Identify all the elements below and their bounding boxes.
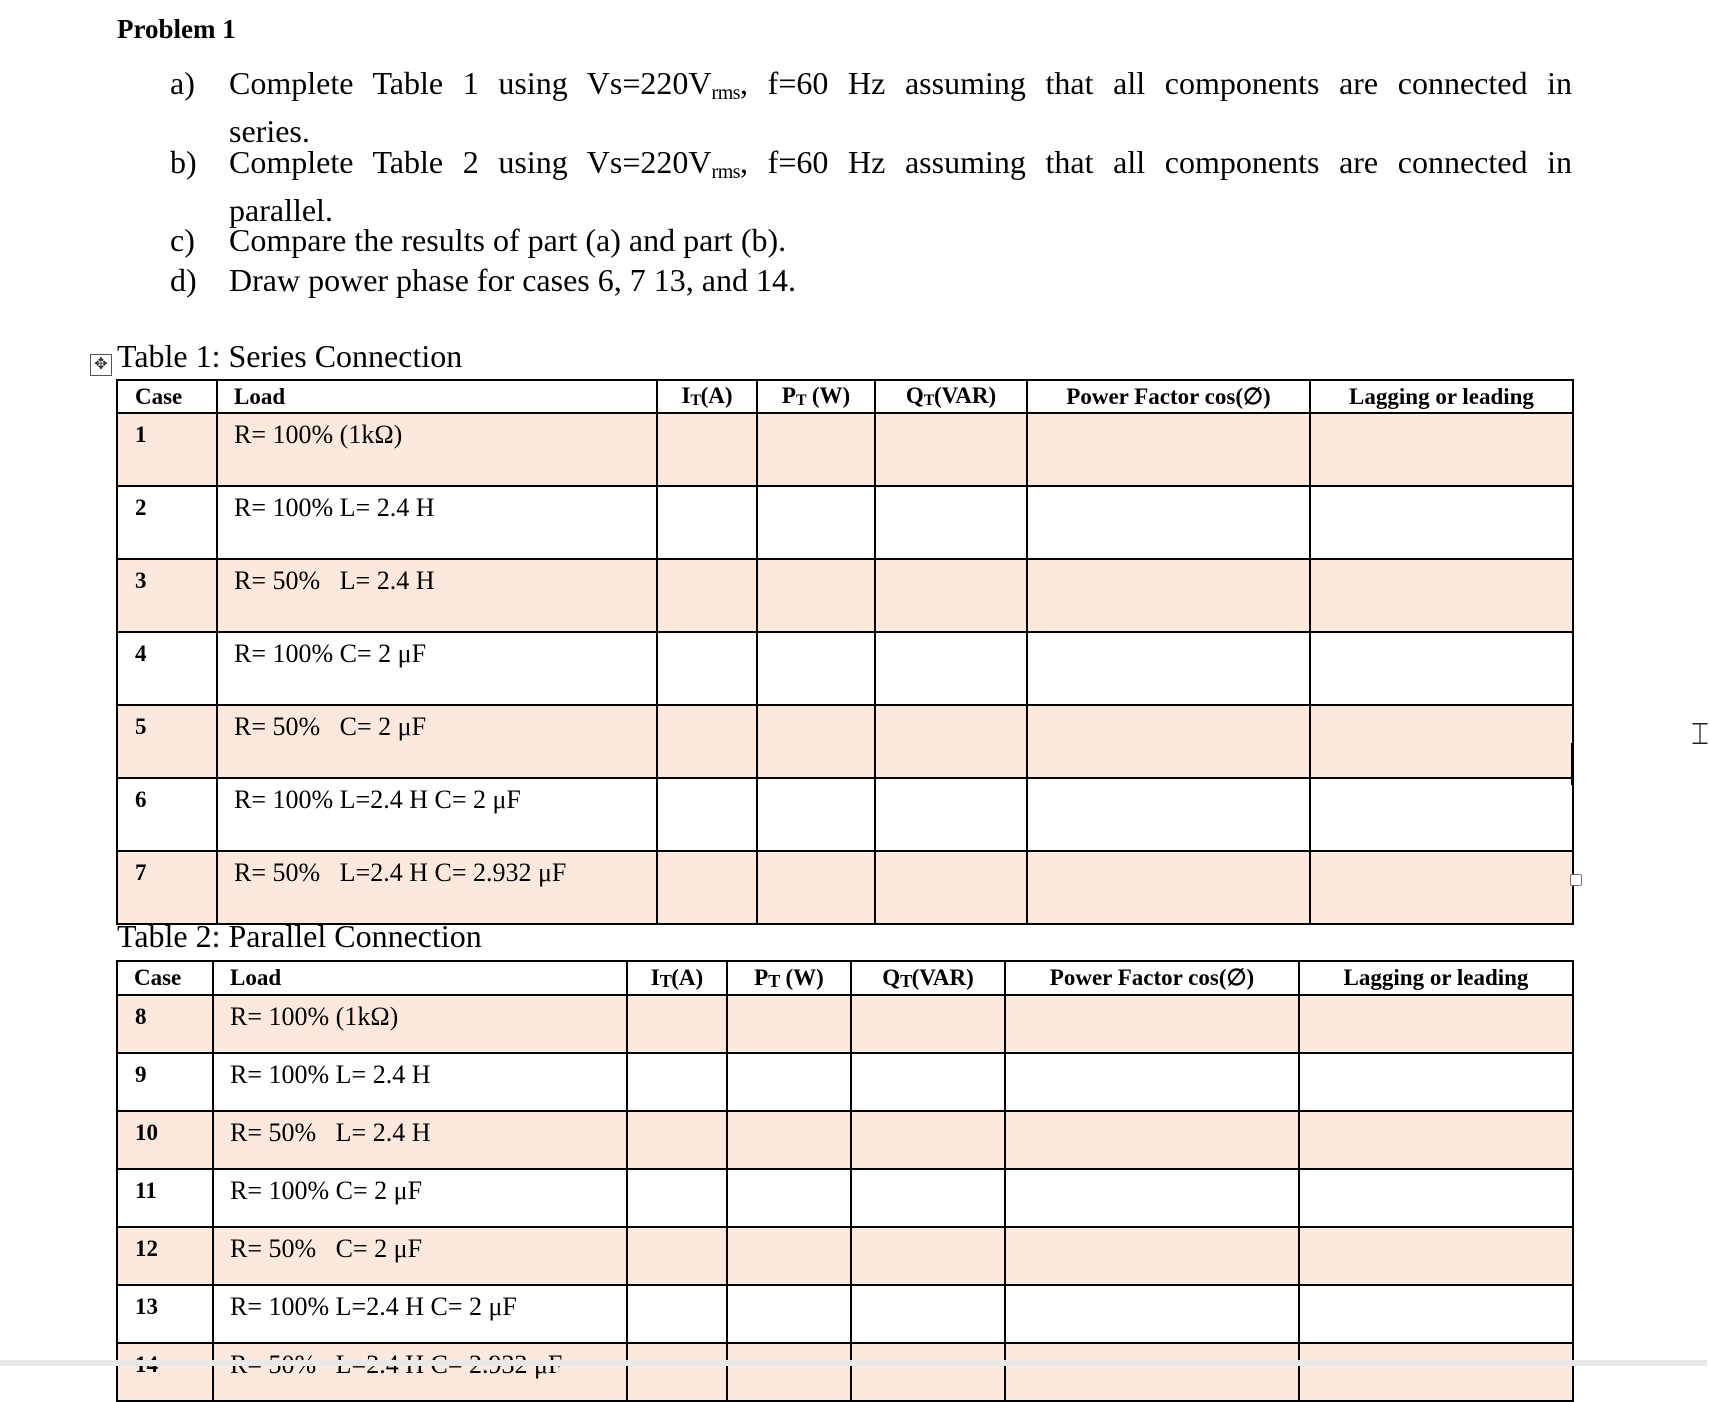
table2-parallel xyxy=(116,960,1574,1402)
question-letter: a) xyxy=(170,65,195,101)
bottom-bar xyxy=(0,1360,1707,1366)
table-row: 7 R= 50% L=2.4 H C= 2.932 μF xyxy=(117,851,1573,924)
text-cursor-icon: ⌶ xyxy=(1691,717,1709,752)
question-b: b) Complete Table 2 using $Vs=220V_{rms}$, f=60 Hz assuming that all components are connected in parallel. xyxy=(170,144,1573,228)
col-current: IT(A) xyxy=(657,380,757,413)
question-d: d) Draw power phase for cases 6, 7 13, and 14. xyxy=(170,262,796,298)
table-row: 2 R= 100% L= 2.4 H xyxy=(117,486,1573,559)
question-letter: d) xyxy=(170,262,197,298)
problem-title: Problem 1 xyxy=(117,14,236,44)
table-row: 13 R= 100% L=2.4 H C= 2 μF xyxy=(117,1285,1573,1343)
question-a: a) Complete Table 1 using $Vs=220V_{rms}$, f=60 Hz assuming that all components are connected in series. xyxy=(170,65,1573,149)
table-row: 11 R= 100% C= 2 μF xyxy=(117,1169,1573,1227)
table-resize-icon[interactable] xyxy=(1570,874,1582,886)
table-row: 4 R= 100% C= 2 μF xyxy=(117,632,1573,705)
table-header-row xyxy=(117,961,1573,995)
table-row xyxy=(117,1343,1573,1401)
col-case: Case xyxy=(117,380,217,413)
table-row: 12 R= 50% C= 2 μF xyxy=(117,1227,1573,1285)
table1-series xyxy=(116,379,1574,925)
col-lagging: Lagging or leading xyxy=(1310,380,1573,413)
col-power-factor: Power Factor cos(∅) xyxy=(1005,961,1299,995)
table-row: 6 R= 100% L=2.4 H C= 2 μF xyxy=(117,778,1573,851)
table1-caption: Table 1: Series Connection xyxy=(117,338,463,374)
table2-caption: Table 2: Parallel Connection xyxy=(117,918,482,954)
col-current: IT(A) xyxy=(627,961,727,995)
col-power: PT (W) xyxy=(727,961,851,995)
question-c: c) Compare the results of part (a) and part (b). xyxy=(170,222,787,258)
table-row: 9 R= 100% L= 2.4 H xyxy=(117,1053,1573,1111)
col-power-factor: Power Factor cos(∅) xyxy=(1027,380,1310,413)
col-case: Case xyxy=(117,961,213,995)
text-caret xyxy=(1571,743,1573,785)
table-row: 8 R= 100% (1kΩ) xyxy=(117,995,1573,1053)
table-row: 5 R= 50% C= 2 μF xyxy=(117,705,1573,778)
table-move-icon[interactable]: ✥ xyxy=(90,354,112,376)
col-reactive: QT(VAR) xyxy=(875,380,1027,413)
table-header-row xyxy=(117,380,1573,413)
question-letter: c) xyxy=(170,222,195,258)
table-row: 3 R= 50% L= 2.4 H xyxy=(117,559,1573,632)
question-letter: b) xyxy=(170,144,197,180)
col-reactive: QT(VAR) xyxy=(851,961,1005,995)
table-row: 10 R= 50% L= 2.4 H xyxy=(117,1111,1573,1169)
col-lagging: Lagging or leading xyxy=(1299,961,1573,995)
col-load: Load xyxy=(217,380,657,413)
col-power: PT (W) xyxy=(757,380,875,413)
table-row: 1 R= 100% (1kΩ) xyxy=(117,413,1573,486)
col-load: Load xyxy=(213,961,627,995)
